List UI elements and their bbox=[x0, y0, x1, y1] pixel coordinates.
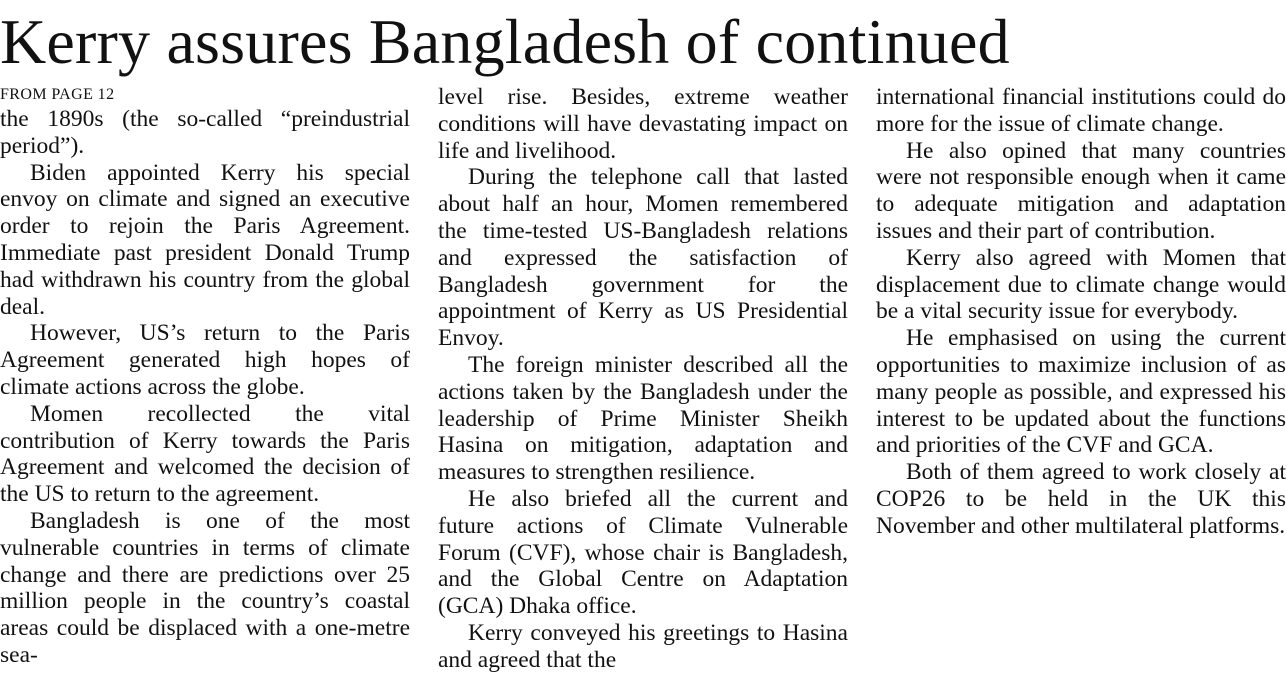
jump-label: FROM PAGE 12 bbox=[0, 86, 115, 103]
paragraph: He also opined that many countries were not responsible enough when it came to adequate mitigation and adaptation issues and their part of contribution. bbox=[876, 137, 1286, 244]
paragraph: The foreign minister described all the actions taken by the Bangladesh under the leadership of Prime Minister Sheikh Hasina on mitigation, adaptation and measures to strengthen resilience. bbox=[438, 351, 848, 486]
article-body bbox=[0, 84, 1286, 700]
article-column-2 bbox=[438, 84, 848, 700]
paragraph: He emphasised on using the current opportunities to maximize inclusion of as many people as possible, and expressed his interest to be updated about the functions and priorities of the CVF and GCA. bbox=[876, 325, 1286, 459]
article-column-3 bbox=[876, 84, 1286, 700]
paragraph: Kerry also agreed with Momen that displacement due to climate change would be a vital security issue for everybody. bbox=[876, 244, 1286, 325]
headline: Kerry assures Bangladesh of continued bbox=[0, 6, 1010, 77]
paragraph: During the telephone call that lasted about half an hour, Momen remembered the time-tested US-Bangladesh relations and expressed the satisfaction of Bangladesh government for the appointment of Kerry as US Presidential Envoy. bbox=[438, 164, 848, 352]
paragraph: He also briefed all the current and future actions of Climate Vulnerable Forum (CVF), whose chair is Bangladesh, and the Global Centre on Adaptation (GCA) Dhaka office. bbox=[438, 485, 848, 620]
paragraph: international financial institutions could do more for the issue of climate change. bbox=[876, 84, 1286, 137]
paragraph: the 1890s (the so-called “preindustrial period”). bbox=[0, 106, 410, 159]
paragraph: Kerry conveyed his greetings to Hasina and agreed that the bbox=[438, 619, 848, 673]
paragraph: level rise. Besides, extreme weather conditions will have devastating impact on life and livelihood. bbox=[438, 84, 848, 164]
paragraph: Momen recollected the vital contribution of Kerry towards the Paris Agreement and welcomed the decision of the US to return to the agreement. bbox=[0, 400, 410, 508]
paragraph: Bangladesh is one of the most vulnerable countries in terms of climate change and there are predictions over 25 million people in the country’s coastal areas could be displaced with a one-metre sea- bbox=[0, 507, 410, 668]
article-column-1 bbox=[0, 84, 410, 700]
paragraph: However, US’s return to the Paris Agreement generated high hopes of climate actions across the globe. bbox=[0, 320, 410, 400]
paragraph: Both of them agreed to work closely at COP26 to be held in the UK this November and other multilateral platforms. bbox=[876, 459, 1286, 539]
paragraph: Biden appointed Kerry his special envoy on climate and signed an executive order to rejoin the Paris Agreement. Immediate past president Donald Trump had withdrawn his country from the global deal. bbox=[0, 159, 410, 320]
